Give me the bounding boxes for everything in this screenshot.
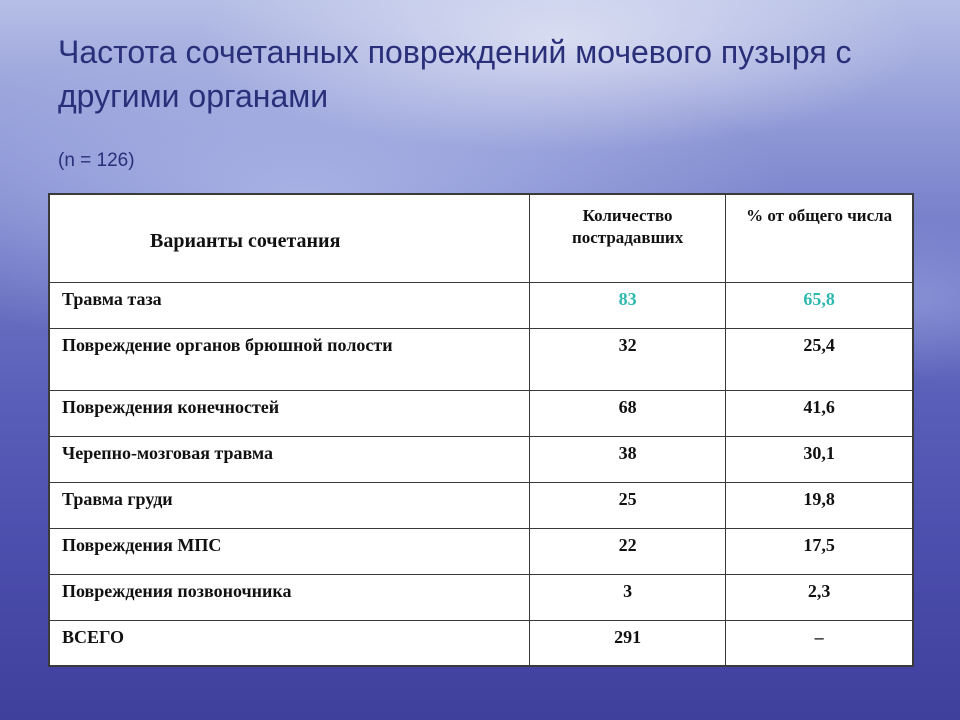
- table-row: [49, 528, 913, 574]
- row-percent: 19,8: [726, 482, 913, 528]
- slide-subtitle: (n = 126): [58, 150, 135, 171]
- row-label: Травма таза: [49, 282, 529, 328]
- row-label: Повреждение органов брюшной полости: [49, 328, 529, 390]
- header-variants: Варианты сочетания: [49, 194, 529, 282]
- row-label: ВСЕГО: [49, 620, 529, 666]
- row-label: Черепно-мозговая травма: [49, 436, 529, 482]
- table-row: [49, 390, 913, 436]
- row-count: 22: [529, 528, 725, 574]
- table-header-row: [49, 194, 913, 282]
- row-label: Повреждения конечностей: [49, 390, 529, 436]
- row-percent: 25,4: [726, 328, 913, 390]
- injury-table: [48, 193, 914, 667]
- row-percent: 30,1: [726, 436, 913, 482]
- row-count: 3: [529, 574, 725, 620]
- row-label: Повреждения МПС: [49, 528, 529, 574]
- table-row-total: [49, 620, 913, 666]
- header-percent: % от общего числа: [726, 194, 913, 282]
- row-label: Травма груди: [49, 482, 529, 528]
- row-percent: 65,8: [726, 282, 913, 328]
- row-count: 25: [529, 482, 725, 528]
- row-count: 32: [529, 328, 725, 390]
- table-row: [49, 436, 913, 482]
- row-count: 38: [529, 436, 725, 482]
- row-percent: 2,3: [726, 574, 913, 620]
- row-label: Повреждения позвоночника: [49, 574, 529, 620]
- row-percent: –: [726, 620, 913, 666]
- table-row: [49, 574, 913, 620]
- row-count: 83: [529, 282, 725, 328]
- table-row: [49, 482, 913, 528]
- table-row: [49, 282, 913, 328]
- row-count: 291: [529, 620, 725, 666]
- header-count: Количество пострадавших: [529, 194, 725, 282]
- row-percent: 41,6: [726, 390, 913, 436]
- row-count: 68: [529, 390, 725, 436]
- slide-title: Частота сочетанных повреждений мочевого пузыря с другими органами: [58, 34, 852, 114]
- row-percent: 17,5: [726, 528, 913, 574]
- table-row: [49, 328, 913, 390]
